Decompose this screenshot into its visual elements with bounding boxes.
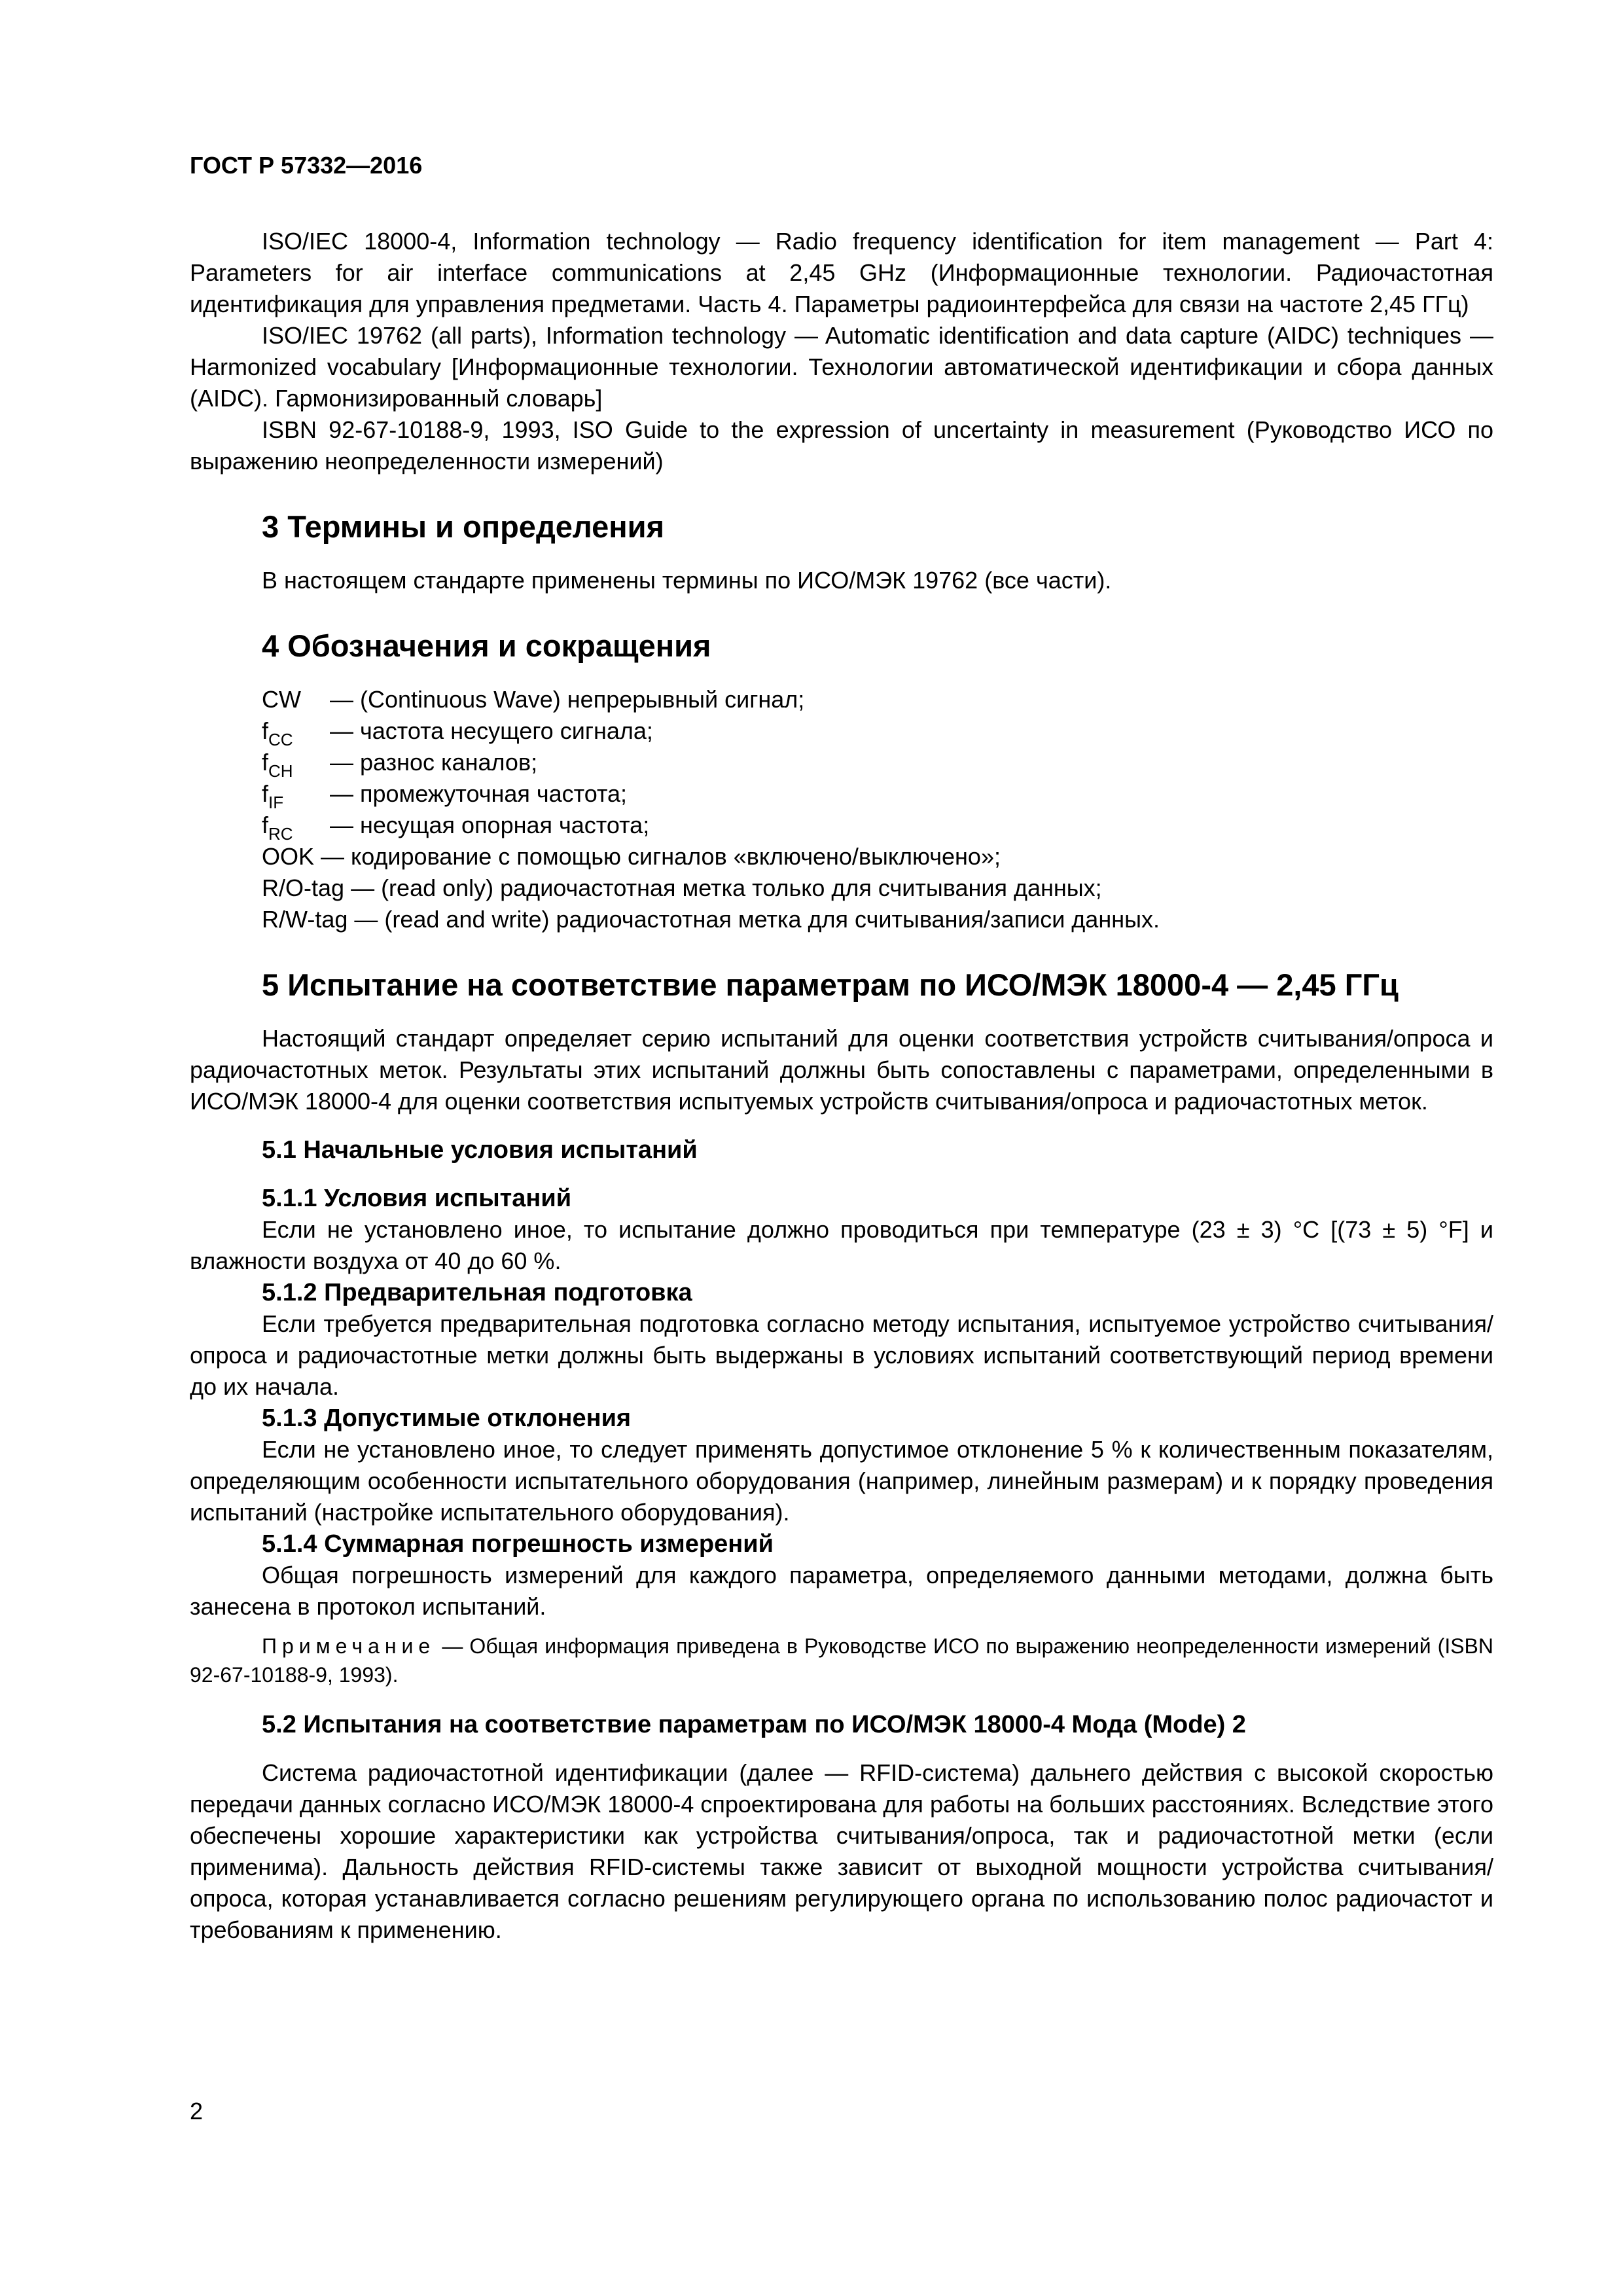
section-5-1-1-heading: 5.1.1 Условия испытаний xyxy=(262,1185,572,1212)
section-4-heading: 4 Обозначения и сокращения xyxy=(262,628,711,663)
section-5-2-heading: 5.2 Испытания на соответствие параметрам по ИСО/МЭК 18000-4 Мода (Mode) 2 xyxy=(262,1711,1246,1738)
section-5-1-4-heading: 5.1.4 Суммарная погрешность измерений xyxy=(262,1530,774,1558)
section-5-2-text: Система радиочастотной идентификации (далее — RFID-система) дальнего действия с высокой скоростью передачи данных согласно ИСО/МЭК 18000-4 спроектирована для работы на больших расстояниях. Вследствие этого обеспечены хорошие характеристики как устройства считывания/опроса, так и радиочастотной метки (если применима). Дальность действия RFID-системы также зависит от выходной мощности устройства считывания/опроса, которая устанавливается согласно решениям регулирующего органа по использованию полос радиочастот и требованиям к применению. xyxy=(190,1759,1493,1943)
abbreviation-definition: — несущая опорная частота; xyxy=(330,812,650,838)
reference-iso-18000-4: ISO/IEC 18000-4, Information technology — Radio frequency identification for item management — Part 4: Parameters for air interface communications at 2,45 GHz (Информационные технологии. Радиочастотная идентификация для управления предметами. Часть 4. Параметры радиоинтерфейса для связи на частоте 2,45 ГГц) xyxy=(190,228,1493,317)
abbreviation-symbol: $f_{RC}$ xyxy=(262,812,293,844)
abbreviation-item xyxy=(262,904,1493,935)
abbreviation-symbol: $f_{CH}$ xyxy=(262,749,293,781)
section-5-1-3-text: Если не установлено иное, то следует применять допустимое отклонение 5 % к количественным показателям, определяющим особенности испытательного оборудования (например, линейным размерам) и к порядку проведения испытаний (настройке испытательного оборудования). xyxy=(190,1436,1493,1526)
abbreviations-list xyxy=(190,684,1493,935)
section-5-1-2-heading: 5.1.2 Предварительная подготовка xyxy=(262,1279,692,1306)
abbreviation-definition: — промежуточная частота; xyxy=(330,780,628,807)
section-3-heading: 3 Термины и определения xyxy=(262,509,664,544)
abbreviation-symbol: OOK xyxy=(262,843,315,870)
reference-isbn-guide: ISBN 92-67-10188-9, 1993, ISO Guide to the expression of uncertainty in measurement (Руководство ИСО по выражению неопределенности измерений) xyxy=(190,416,1493,475)
abbreviation-item xyxy=(262,810,1493,844)
section-5-1-1-text: Если не установлено иное, то испытание должно проводиться при температуре (23 ± 3) °С [(73 ± 5) °F] и влажности воздуха от 40 до 60 %. xyxy=(190,1216,1493,1274)
abbreviation-definition: — кодирование с помощью сигналов «включено/выключено»; xyxy=(321,843,1001,870)
abbreviation-item xyxy=(262,778,1493,810)
note-text: — Общая информация приведена в Руководстве ИСО по выражению неопределенности измерений (ISBN 92-67-10188-9, 1993). xyxy=(190,1634,1494,1687)
abbreviation-symbol: $f_{CC}$ xyxy=(262,717,293,749)
page-content xyxy=(190,226,1493,1946)
section-5-1-2-text: Если требуется предварительная подготовка согласно методу испытания, испытуемое устройство считывания/опроса и радиочастотные метки должны быть выдержаны в условиях испытаний соответствующий период времени до их начала. xyxy=(190,1310,1493,1400)
abbreviation-definition: — (read and write) радиочастотная метка для считывания/записи данных. xyxy=(354,906,1160,933)
section-3-text: В настоящем стандарте применены термины по ИСО/МЭК 19762 (все части). xyxy=(262,567,1112,594)
section-5-1-4-text: Общая погрешность измерений для каждого параметра, определяемого данными методами, должна быть занесена в протокол испытаний. xyxy=(190,1562,1493,1620)
abbreviation-definition: — разнос каналов; xyxy=(330,749,538,776)
abbreviation-symbol: R/O-tag xyxy=(262,874,345,901)
abbreviation-definition: — частота несущего сигнала; xyxy=(330,717,653,744)
abbreviation-item xyxy=(262,841,1493,872)
abbreviation-item xyxy=(262,747,1493,781)
reference-iso-19762: ISO/IEC 19762 (all parts), Information technology — Automatic identification and data capture (AIDC) techniques — Harmonized vocabulary [Информационные технологии. Технологии автоматической идентификации и сбора данных (AIDC). Гармонизированный словарь] xyxy=(190,322,1493,412)
abbreviation-item xyxy=(262,872,1493,904)
section-5-1-heading: 5.1 Начальные условия испытаний xyxy=(262,1136,698,1164)
abbreviation-symbol: CW xyxy=(262,686,301,713)
section-5-heading: 5 Испытание на соответствие параметрам по ИСО/МЭК 18000-4 — 2,45 ГГц xyxy=(262,967,1399,1002)
abbreviation-symbol: R/W-tag xyxy=(262,906,348,933)
section-5-intro: Настоящий стандарт определяет серию испытаний для оценки соответствия устройств считывания/опроса и радиочастотных меток. Результаты этих испытаний должны быть сопоставлены с параметрами, определенными в ИСО/МЭК 18000-4 для оценки соответствия испытуемых устройств считывания/опроса и радиочастотных меток. xyxy=(190,1025,1493,1115)
note xyxy=(190,1632,1493,1689)
page-number: 2 xyxy=(190,2098,204,2125)
abbreviation-item xyxy=(262,715,1493,747)
abbreviation-item xyxy=(262,684,1493,715)
note-label: Примечание xyxy=(262,1634,436,1658)
abbreviation-definition: — (read only) радиочастотная метка только для считывания данных; xyxy=(351,874,1102,901)
document-header: ГОСТ Р 57332—2016 xyxy=(190,152,423,179)
abbreviation-symbol: $f_{IF}$ xyxy=(262,780,284,812)
section-5-1-3-heading: 5.1.3 Допустимые отклонения xyxy=(262,1405,632,1432)
abbreviation-definition: — (Continuous Wave) непрерывный сигнал; xyxy=(330,686,805,713)
